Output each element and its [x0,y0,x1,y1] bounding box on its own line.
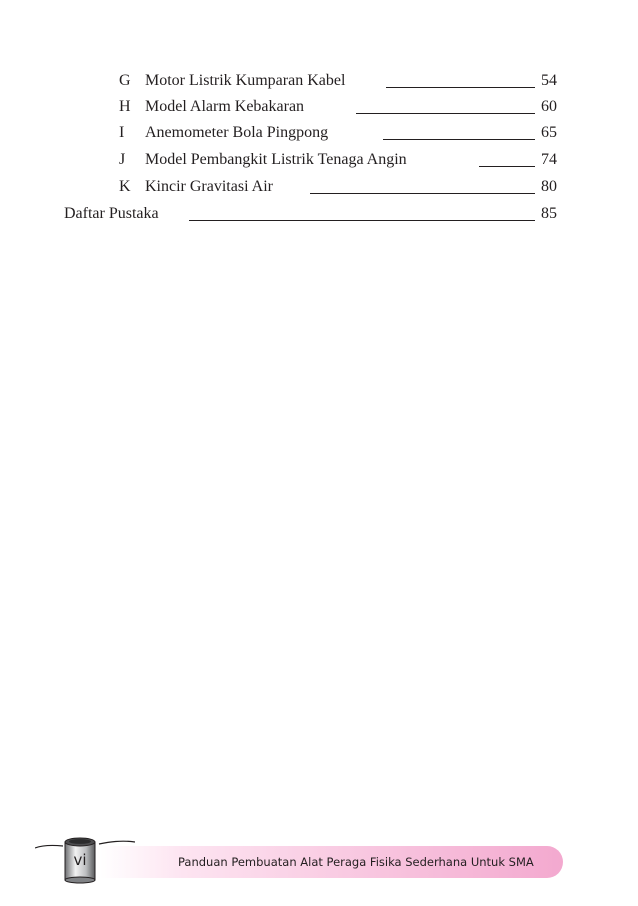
toc-leader-line [189,220,535,221]
toc-entry-page: 54 [541,72,557,89]
page-footer [0,826,638,886]
toc-entry-bibliography[interactable] [0,202,638,226]
toc-entry-i[interactable] [0,121,638,145]
toc-entry-title: Model Pembangkit Listrik Tenaga Angin [145,151,407,168]
toc-entry-page: 74 [541,151,557,168]
toc-entry-page: 85 [541,205,557,222]
toc-entry-letter: I [119,124,125,141]
toc-entry-page: 80 [541,178,557,195]
toc-entry-letter: G [119,72,131,89]
toc-leader-line [386,87,535,88]
toc-leader-line [356,113,535,114]
toc-entry-title: Motor Listrik Kumparan Kabel [145,72,346,89]
toc-entry-letter: J [119,151,126,168]
toc-entry-title: Kincir Gravitasi Air [145,178,273,195]
toc-entry-title: Model Alarm Kebakaran [145,98,305,115]
toc-entry-k[interactable] [0,175,638,199]
toc-leader-line [310,193,535,194]
toc-entry-letter: H [119,98,131,115]
toc-entry-g[interactable] [0,69,638,93]
toc-entry-title: Anemometer Bola Pingpong [145,124,329,141]
toc-entry-letter: K [119,178,131,195]
toc-leader-line [479,166,535,167]
toc-entry-page: 60 [541,98,557,115]
toc-entry-h[interactable] [0,95,638,119]
page-number: vi [73,851,87,869]
toc-entry-j[interactable] [0,148,638,172]
toc-leader-line [383,139,535,140]
toc-entry-title: Daftar Pustaka [64,205,159,222]
toc-entry-page: 65 [541,124,557,141]
running-book-title: Panduan Pembuatan Alat Peraga Fisika Sederhana Untuk SMA [178,855,534,869]
